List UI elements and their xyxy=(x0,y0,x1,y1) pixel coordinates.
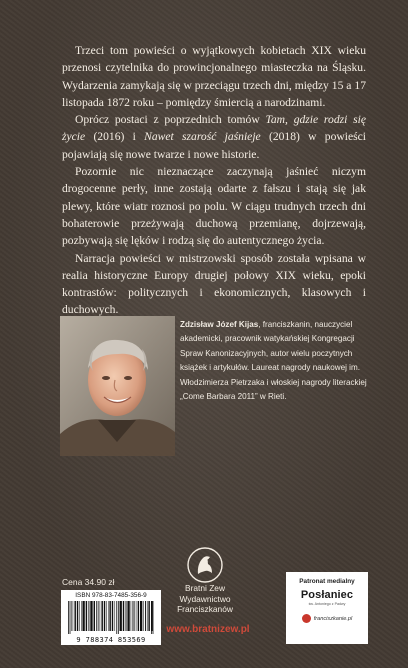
blurb-paragraph-4: Narracja powieści w mistrzowski sposób została wpisana w realia historyczne Europy drugiej połowy XIX wieku, epoki kontrastów: politycznych i ekonomicznych, klasowych i duchowych. xyxy=(62,251,366,317)
author-bio-text: , franciszkanin, nauczyciel akademicki, pracownik watykańskiej Kongregacji Spraw Kanonizacyjnych, autor wielu poczytnych książek i artykułów. Laureat nagrody naukowej im. Włodzimierza Pietrzaka i włoskiej nagrody literackiej „Come Barbara 2011” w Rieti. xyxy=(180,320,367,402)
blurb-paragraph-1: Trzeci tom powieści o wyjątkowych kobietach XIX wieku przenosi czytelnika do prowincjonalnego miasteczka na Śląsku. Wydarzenia zamykają się w przeciągu trzech dni, między 15 a 17 listopada 1872 roku – pomiędzy śmiercią a narodzinami. xyxy=(62,44,366,109)
publisher-website-link[interactable]: www.bratnizew.pl xyxy=(166,624,250,635)
blurb-paragraph-2 xyxy=(62,111,366,163)
back-cover-blurb xyxy=(62,42,366,319)
franciszkanie-logo xyxy=(286,614,368,623)
author-name: Zdzisław Józef Kijas xyxy=(180,320,259,329)
book-title-nawet-szarosc: Nawet szarość jaśnieje xyxy=(144,130,261,144)
publisher-line-3: Franciszkanów xyxy=(177,604,233,614)
blurb-p2-start: Oprócz postaci z poprzednich tomów xyxy=(75,113,266,127)
barcode-digits: 9 788374 853569 xyxy=(76,636,146,644)
isbn-number: ISBN 978-83-7485-356-9 xyxy=(75,592,147,599)
media-patron-box xyxy=(286,572,368,644)
publisher-line-2: Wydawnictwo xyxy=(179,593,231,604)
author-bio xyxy=(180,318,368,404)
patron-label: Patronat medialny xyxy=(299,578,355,585)
franciszkanie-site: franciszkanie.pl xyxy=(313,615,353,622)
publisher-name xyxy=(160,583,250,615)
publisher-line-1: Bratni Zew xyxy=(184,583,226,593)
barcode-icon xyxy=(67,601,155,634)
publisher-logo-icon xyxy=(186,546,224,584)
blurb-p2-mid: (2016) i xyxy=(85,130,145,144)
isbn-barcode-box xyxy=(61,590,161,645)
book-title-tam-gdzie: Tam, gdzie rodzi się życie xyxy=(62,113,366,144)
author-photo xyxy=(60,316,175,456)
price-label: Cena 34.90 zł xyxy=(62,577,115,587)
blurb-paragraph-3: Pozornie nic nieznaczące zaczynają jaśnieć niczym drogocenne perły, inne zostają odarte z fałszu i stają się jak plewy, które wiatr roznosi po polu. W ciągu trudnych trzech dni bohaterowie przeżywają duchową przemianę, dojrzewają, pozbywają się lęków i rodzą się do autentycznego życia. xyxy=(62,165,366,248)
poslaniec-subtitle: św. Antoniego z Padwy xyxy=(308,602,346,606)
blurb-p2-end: (2018) w powieści pojawiają się nowe twarze i nowe historie. xyxy=(62,130,366,161)
franciszkanie-mark-icon xyxy=(302,614,311,623)
poslaniec-logo: Posłaniec xyxy=(300,589,354,601)
